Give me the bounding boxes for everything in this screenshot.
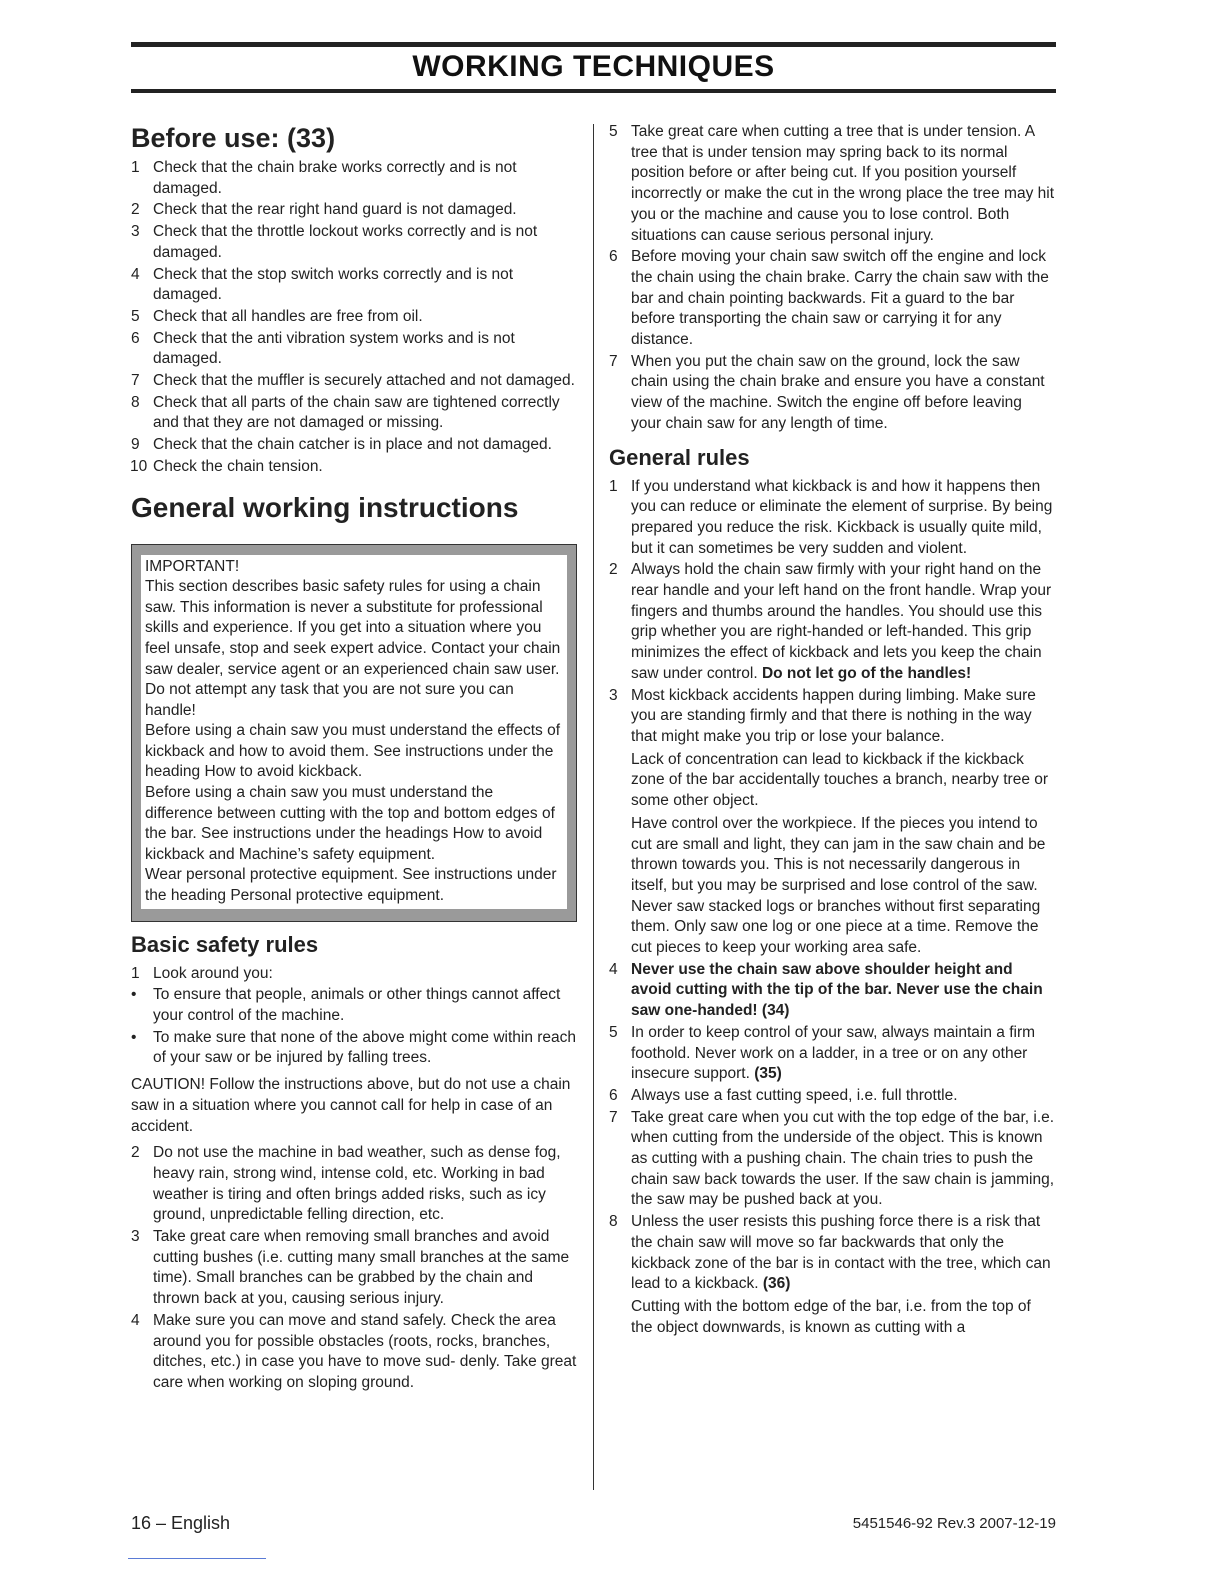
list-item: 4 Make sure you can move and stand safely. Check the area around you for possible obstacles (roots, rocks, branches, ditches, etc.) in case you have to move sud- denly. Take great care when working on sloping ground. xyxy=(131,1311,577,1391)
list-item: 7 When you put the chain saw on the ground, lock the saw chain using the chain brake and ensure you have a constant view of the machine. Switch the engine off before leaving your chain saw for any length of time. xyxy=(609,352,1045,432)
bold-warning: Do not let go of the handles! xyxy=(761,664,972,682)
page-number: 16 – English xyxy=(131,1513,231,1533)
general-rules-list xyxy=(609,477,1055,1339)
document-reference: 5451546-92 Rev.3 2007-12-19 xyxy=(852,1515,1056,1532)
important-label: IMPORTANT! xyxy=(145,557,240,575)
column-divider xyxy=(593,124,594,1490)
list-item: 3 Take great care when removing small branches and avoid cutting bushes (i.e. cutting many small branches at the same time). Small branches can be grabbed by the chain and thrown back at you, causing serious injury. xyxy=(131,1228,570,1308)
list-item: 2 Always hold the chain saw firmly with your right hand on the rear handle and your left hand on the front handle. Wrap your fingers and thumbs around the handles. You should use this grip whether you are right-handed or left-handed. This grip minimizes the effect of kickback and lets you keep the chain saw under control. Do not let go of the handles! xyxy=(609,561,1052,682)
list-item: 9 Check that the chain catcher is in place and not damaged. xyxy=(131,436,552,454)
rule-paragraph: Cutting with the bottom edge of the bar, i.e. from the top of the object downwards, is known as cutting with a xyxy=(631,1297,1031,1336)
list-item: 5 In order to keep control of your saw, always maintain a firm foothold. Never work on a ladder, in a tree or on any other insecure support. (35) xyxy=(609,1023,1036,1083)
important-paragraph: This section describes basic safety rules for using a chain saw. This information is never a substitute for professional skills and experience. If you get into a situation where you feel unsafe, stop and seek expert advice. Contact your chain saw dealer, service agent or an experienced chain saw user. Do not attempt any task that you are not sure you can handle! xyxy=(145,578,561,719)
basic-safety-list xyxy=(131,964,577,985)
important-paragraph: Before using a chain saw you must understand the effects of kickback and how to avoid them. See instructions under the heading How to avoid kickback. xyxy=(145,722,561,781)
header-rule-top xyxy=(131,42,1056,47)
general-rules-heading: General rules xyxy=(609,444,750,470)
list-item: 3 Most kickback accidents happen during limbing. Make sure you are standing firmly and that there is nothing in the way that might make you trip or lose your balance. Lack of concentration can lead to kickback if the kickback zone of the bar accidentally touches a branch, nearby tree or some other object. Have control over the workpiece. If the pieces you intend to cut are small and light, they can jam in the saw chain and be thrown towards you. This is not necessarily dangerous in itself, but you may be surprised and lose control of the saw. Never saw stacked logs or branches without first separating them. Only saw one log or one piece at a time. Remove the cut pieces to keep your working area safe. xyxy=(609,686,1055,959)
list-item: 1 Check that the chain brake works correctly and is not damaged. xyxy=(131,159,517,197)
bullet-item: • To make sure that none of the above might come within reach of your saw or be injured by falling trees. xyxy=(131,1028,577,1067)
basic-safety-bullets xyxy=(131,985,577,1069)
important-paragraph: Wear personal protective equipment. See instructions under the heading Personal protective equipment. xyxy=(145,866,557,905)
list-item: 5 Take great care when cutting a tree that is under tension. A tree that is under tension may spring back to its normal position before or after being cut. If you position yourself incorrectly or make the cut in the wrong place the tree may hit you or the machine and cause you to lose control. Both situations can cause serious personal injury. xyxy=(609,123,1055,244)
list-item: 8 Check that all parts of the chain saw are tightened correctly and that they are not damaged or missing. xyxy=(131,393,560,432)
rule-paragraph: Have control over the workpiece. If the pieces you intend to cut are small and light, they can jam in the saw chain and be thrown towards you. This is not necessarily dangerous in itself, but you may be surprised and lose control of the saw. Never saw stacked logs or branches without first separating them. Only saw one log or one piece at a time. Remove the cut pieces to keep your working area safe. xyxy=(631,814,1046,957)
list-item: 1 If you understand what kickback is and how it happens then you can reduce or eliminate the element of surprise. By being prepared you reduce the risk. Kickback is usually quite mild, but it can sometimes be very sudden and violent. xyxy=(609,477,1053,557)
important-notice-content xyxy=(141,555,567,909)
basic-safety-list-right xyxy=(609,122,1055,435)
before-use-list xyxy=(131,158,577,478)
list-item: 10 Check the chain tension. xyxy=(130,457,323,475)
list-item: 6 Before moving your chain saw switch off the engine and lock the chain using the chain brake. Carry the chain saw with the bar and chain pointing backwards. Fit a guard to the bar before transporting the chain saw or carrying it for any distance. xyxy=(609,248,1049,349)
list-item: 2 Check that the rear right hand guard is not damaged. xyxy=(131,201,517,219)
basic-safety-heading: Basic safety rules xyxy=(131,931,319,957)
figure-ref: (35) xyxy=(754,1065,782,1083)
list-item: 4 Check that the stop switch works correctly and is not damaged. xyxy=(131,265,514,304)
before-use-heading: Before use: (33) xyxy=(131,123,336,153)
list-item: 2 Do not use the machine in bad weather, such as dense fog, heavy rain, strong wind, intense cold, etc. Working in bad weather is tiring and often brings added risks, such as icy ground, unpredictable felling direction, etc. xyxy=(131,1144,561,1224)
list-item: 1 Look around you: xyxy=(131,964,273,982)
right-column xyxy=(609,122,1055,1339)
list-item: 6 Check that the anti vibration system works and is not damaged. xyxy=(131,329,515,368)
list-item: 6 Always use a fast cutting speed, i.e. full throttle. xyxy=(609,1086,958,1104)
figure-ref: (36) xyxy=(762,1275,791,1293)
list-item: 5 Check that all handles are free from oil. xyxy=(131,307,423,325)
caution-text: CAUTION! Follow the instructions above, but do not use a chain saw in a situation where you cannot call for help in case of an accident. xyxy=(131,1076,571,1135)
list-item: 8 Unless the user resists this pushing force there is a risk that the chain saw will move so far backwards that only the kickback zone of the bar is in contact with the tree, which can lead to a kickback. (36) Cutting with the bottom edge of the bar, i.e. from the top of the object downwards, is known as cutting with a xyxy=(609,1212,1055,1338)
page-title: WORKING TECHNIQUES xyxy=(412,50,775,83)
important-notice-box xyxy=(131,544,577,922)
basic-safety-list-continued xyxy=(131,1143,577,1393)
important-paragraph: Before using a chain saw you must understand the difference between cutting with the top and bottom edges of the bar. See instructions under the headings How to avoid kickback and Machine’s safety equipment. xyxy=(145,784,555,863)
footer-rule xyxy=(128,1558,266,1559)
left-column xyxy=(131,122,577,1395)
rule-paragraph: Lack of concentration can lead to kickback if the kickback zone of the bar accidentally touches a branch, nearby tree or some other object. xyxy=(631,750,1049,810)
list-item: 3 Check that the throttle lockout works correctly and is not damaged. xyxy=(131,223,538,261)
bullet-item: • To ensure that people, animals or other things cannot affect your control of the machine. xyxy=(131,986,561,1025)
rule-paragraph: Most kickback accidents happen during limbing. Make sure you are standing firmly and that there is nothing in the way that might make you trip or lose your balance. xyxy=(631,686,1036,745)
list-item: 4 Never use the chain saw above shoulder height and avoid cutting with the tip of the bar. Never use the chain saw one-handed! (34) xyxy=(609,960,1043,1020)
general-working-heading: General working instructions xyxy=(131,491,519,523)
list-item: 7 Check that the muffler is securely attached and not damaged. xyxy=(131,372,575,390)
header-rule-bottom xyxy=(131,89,1056,93)
list-item: 7 Take great care when you cut with the top edge of the bar, i.e. when cutting from the underside of the object. This is known as cutting with a pushing chain. The chain tries to push the chain saw back towards the user. If the saw chain is jamming, the saw may be pushed back at you. xyxy=(609,1108,1055,1209)
